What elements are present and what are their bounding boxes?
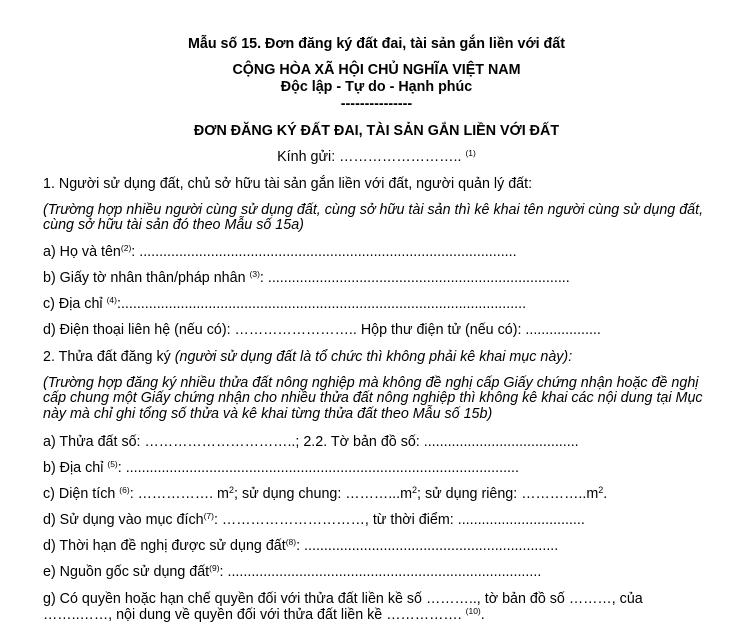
section2-instruction-1: (Trường hợp đăng ký nhiều thửa đất nông nghiệp mà không đề nghị cấp Giấy chứng nhận hoặc đề nghị [43,375,699,391]
field-area: c) Diện tích $^{(6)}$: ……………. $m^2$; sử dụng chung: $\dots\dots\dots...m^2$; sử dụng riêng: $\dots\dots\dots\dots..m^2$. [43,485,608,502]
name-blank: : ............................................................................................... [131,244,517,260]
motto: Độc lập - Tự do - Hạnh phúc [280,79,473,95]
section2-instruction-2: cấp chung một Giấy chứng nhận cho nhiều thửa đất nông nghiệp thì không kê khai các nội dung tại Mục [43,390,703,406]
document-title: ĐƠN ĐĂNG KÝ ĐẤT ĐAI, TÀI SẢN GẮN LIỀN VỚI ĐẤT [193,123,560,139]
field-name: a) Họ và tên$^{(2)}$: ............................................................................................... [43,243,517,260]
recipient-note: (1) [465,148,476,158]
field-parcel-map: a) Thửa đất số: …………………………..; 2.2. Tờ bản đồ số: ....................................... [43,434,579,450]
separator: --------------- [340,96,413,112]
field-phone-email: d) Điện thoại liên hệ (nếu có): …………………….. Hộp thư điện tử (nếu có): ................... [43,322,601,338]
field-land-address: b) Địa chỉ $^{(5)}$: ................................................................................................... [43,459,519,476]
section1-heading: 1. Người sử dụng đất, chủ sở hữu tài sản gắn liền với đất, người quản lý đất: [43,176,533,192]
land-address-blank: : ................................................................................................... [117,460,519,476]
field-address-owner: c) Địa chỉ $^{(4)}$:...................................................................................................... [43,295,527,312]
recipient-label: Kính gửi: …………………….. [277,149,462,165]
land-term-blank: : ................................................................ [296,538,559,554]
recipient-line [0,148,753,166]
land-purpose-blank: : …………………………, từ thời điểm: ................................ [213,512,585,528]
field-id-document: b) Giấy tờ nhân thân/pháp nhân $^{(3)}$: ............................................................................ [43,269,570,286]
form-title: Mẫu số 15. Đơn đăng ký đất đai, tài sản gắn liền với đất [187,36,566,52]
field-land-origin: e) Nguồn gốc sử dụng đất$^{(9)}$: ............................................................................... [43,563,542,580]
address-owner-blank: :...................................................................................................... [116,296,527,312]
section2-heading: 2. Thửa đất đăng ký (người sử dụng đất là tổ chức thì không phải kê khai mục này): [43,349,573,365]
field-adjacent-rights-1: g) Có quyền hoặc hạn chế quyền đối với thửa đất liền kề số ……….., tờ bản đồ số ………, của [43,591,643,607]
field-land-term: d) Thời hạn đề nghị được sử dụng đất$^{(8)}$: ................................................................ [43,537,559,554]
field-land-purpose: d) Sử dụng vào mục đích$^{(7)}$: …………………………, từ thời điểm: ................................ [43,511,585,528]
section1-instruction-2: cùng sở hữu tài sản đó theo Mẫu số 15a) [43,217,304,233]
id-document-blank: : ............................................................................ [259,270,570,286]
national-name: CỘNG HÒA XÃ HỘI CHỦ NGHĨA VIỆT NAM [232,62,521,78]
field-adjacent-rights-2: ……..……, nội dung về quyền đối với thửa đất liền kề ……………. $^{(10)}$. [43,606,485,623]
section1-instruction-1: (Trường hợp nhiều người cùng sử dụng đất, cùng sở hữu tài sản thì kê khai tên người cùng sử dụng đất, [43,202,704,218]
land-origin-blank: : ............................................................................... [219,564,542,580]
section2-instruction-3: này mà chỉ ghi tổng số thửa và kê khai từng thửa đất theo Mẫu số 15b) [43,406,493,422]
